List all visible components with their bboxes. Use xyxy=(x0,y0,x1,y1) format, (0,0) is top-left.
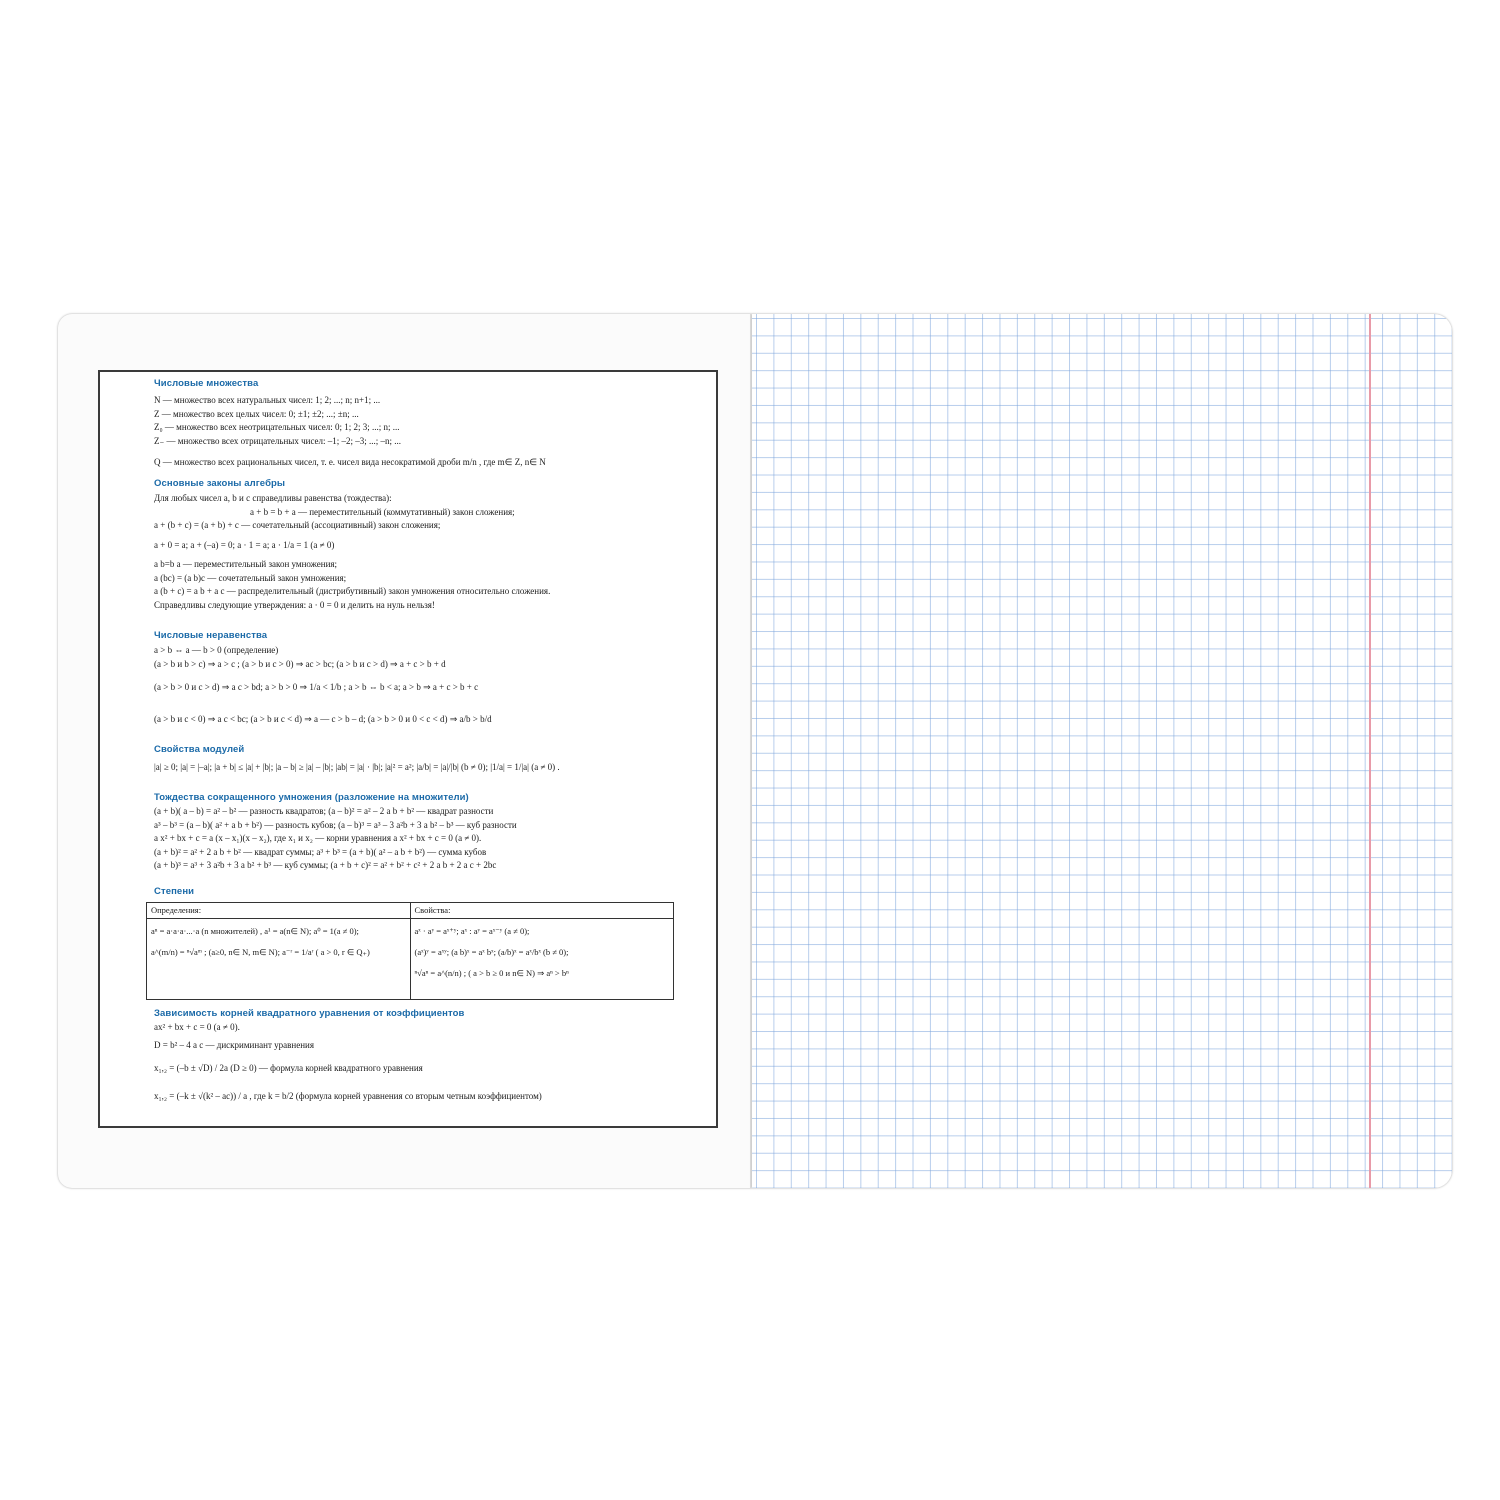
section-quadratic-roots xyxy=(154,1008,696,1103)
text-line: (a > b и c < 0) ⇒ a c < bc; (a > b и c < d) ⇒ a — c > b – d; (a > b > 0 и 0 < c < d) ⇒ a/b > b/d xyxy=(154,713,492,724)
math-reference-sheet xyxy=(98,370,718,1128)
column-header: Свойства: xyxy=(410,903,674,919)
formula-line: (aˣ)ʸ = aˣʸ; (a b)ˣ = aˣ bˣ; (a/b)ˣ = aˣ/bˣ (b ≠ 0); xyxy=(414,947,569,957)
section-algebra-laws xyxy=(154,478,696,612)
text-line: Q — множество всех рациональных чисел, т. е. чисел вида несократимой дроби m/n , где m∈ Z, n∈ N xyxy=(154,457,546,467)
text-line: a (b + c) = a b + a c — распределительный (дистрибутивный) закон умножения относительно сложения. xyxy=(154,586,551,596)
text-line: (a + b)( a – b) = a² – b² — разность квадратов; (a – b)² = a² – 2 a b + b² — квадрат разности xyxy=(154,806,494,816)
properties-cell xyxy=(410,919,674,1000)
section-title: Основные законы алгебры xyxy=(154,478,286,489)
section-powers xyxy=(154,886,696,897)
margin-line xyxy=(1369,314,1371,1188)
definitions-cell xyxy=(147,919,411,1000)
column-header: Определения: xyxy=(147,903,411,919)
section-title: Числовые множества xyxy=(154,378,259,389)
text-line: a + b = b + a — переместительный (коммутативный) закон сложения; xyxy=(250,506,515,517)
text-line: (a > b > 0 и c > d) ⇒ a c > bd; a > b > 0 ⇒ 1/a < 1/b ; a > b ⇔ b < a; a > b ⇒ a + c > b + c xyxy=(154,682,479,692)
section-title: Свойства модулей xyxy=(154,744,245,755)
text-line: (a > b и b > c) ⇒ a > c ; (a > b и c > 0) ⇒ ac > bc; (a > b и c > d) ⇒ a + c > b + d xyxy=(154,658,446,669)
text-line: Z₋ — множество всех отрицательных чисел: –1; –2; –3; ...; –n; ... xyxy=(154,435,402,446)
text-line: N — множество всех натуральных чисел: 1; 2; ...; n; n+1; ... xyxy=(154,395,381,405)
formula-line: ⁿ√aⁿ = a^(n/n) ; ( a > b ≥ 0 и n∈ N) ⇒ aⁿ > bⁿ xyxy=(414,968,569,978)
section-number-sets xyxy=(154,378,696,470)
formula-line: aⁿ = a·a·a·...·a (n множителей) , a¹ = a(n∈ N); a⁰ = 1(a ≠ 0); xyxy=(151,926,359,936)
text-line: a b=b a — переместительный закон умножения; xyxy=(154,559,338,569)
text-line: a³ – b³ = (a – b)( a² + a b + b²) — разность кубов; (a – b)³ = a³ – 3 a²b + 3 a b² – b³ — куб разности xyxy=(154,819,517,830)
text-line: (a + b)³ = a³ + 3 a²b + 3 a b² + b³ — куб суммы; (a + b + c)² = a² + b² + c² + 2 a b + 2 a c + 2bc xyxy=(154,860,497,870)
text-line: Для любых чисел a, b и c справедливы равенства (тождества): xyxy=(154,493,392,503)
text-line: (a + b)² = a² + 2 a b + b² — квадрат суммы; a³ + b³ = (a + b)( a² – a b + b²) — сумма кубов xyxy=(154,846,487,857)
text-line: a + 0 = a; a + (–a) = 0; a · 1 = a; a · 1/a = 1 (a ≠ 0) xyxy=(154,539,335,550)
section-identities xyxy=(154,792,696,873)
left-page xyxy=(58,314,752,1188)
section-title: Зависимость корней квадратного уравнения от коэффициентов xyxy=(154,1008,465,1019)
formula-line: aˣ · aʸ = aˣ⁺ʸ; aˣ : aʸ = aˣ⁻ʸ (a ≠ 0); xyxy=(414,926,530,936)
text-line: Справедливы следующие утверждения: a · 0 = 0 и делить на нуль нельзя! xyxy=(154,599,435,610)
text-line: D = b² – 4 a c — дискриминант уравнения xyxy=(154,1039,314,1050)
powers-table xyxy=(146,902,674,1000)
text-line: |a| ≥ 0; |a| = |–a|; |a + b| ≤ |a| + |b|; |a – b| ≥ |a| – |b|; |ab| = |a| · |b|; |a|² = a²; |a/b| = |a|/|b| (b ≠ 0); |1/a| = 1/|a| (a ≠ 0) . xyxy=(154,762,560,772)
right-page-grid xyxy=(752,314,1452,1188)
section-title: Числовые неравенства xyxy=(154,630,268,641)
text-line: a > b ⇔ a — b > 0 (определение) xyxy=(154,645,279,655)
text-line: x₁,₂ = (–b ± √D) / 2a (D ≥ 0) — формула корней квадратного уравнения xyxy=(154,1063,423,1073)
section-inequalities xyxy=(154,630,696,726)
text-line: a + (b + c) = (a + b) + c — сочетательный (ассоциативный) закон сложения; xyxy=(154,520,441,530)
text-line: Z — множество всех целых чисел: 0; ±1; ±2; ...; ±n; ... xyxy=(154,408,359,419)
section-modulus xyxy=(154,744,696,775)
text-line: x₁,₂ = (–k ± √(k² – ac)) / a , где k = b/2 (формула корней уравнения со вторым четным коэффициентом) xyxy=(154,1090,542,1101)
text-line: ax² + bx + c = 0 (a ≠ 0). xyxy=(154,1022,240,1032)
formula-line: a^(m/n) = ⁿ√aᵐ ; (a≥0, n∈ N, m∈ N); a⁻ʳ = 1/aʳ ( a > 0, r ∈ Q₊) xyxy=(151,947,370,957)
text-line: Z₀ — множество всех неотрицательных чисел: 0; 1; 2; 3; ...; n; ... xyxy=(154,422,400,432)
text-line: a (bc) = (a b)c — сочетательный закон умножения; xyxy=(154,572,347,583)
section-title: Степени xyxy=(154,886,195,897)
section-title: Тождества сокращенного умножения (разложение на множители) xyxy=(154,792,469,803)
text-line: a x² + bx + c = a (x – x₁)(x – x₂), где x₁ и x₂ — корни уравнения a x² + bx + c = 0 (a ≠ 0). xyxy=(154,833,482,843)
